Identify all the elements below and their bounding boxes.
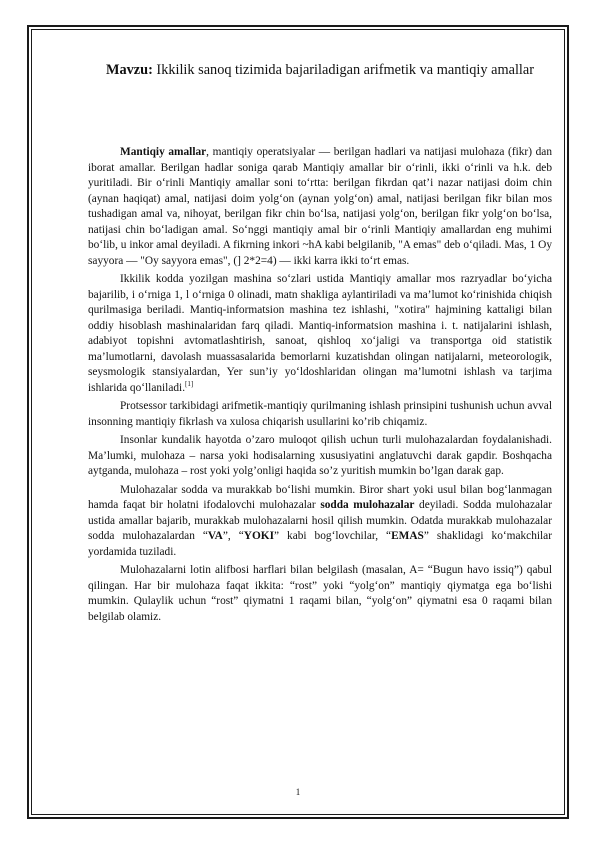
paragraph-6-text: Mulohazalarni lotin alifbosi harflari bilan belgilash (masalan, A= “Bugun havo issiq”) qabul qilingan. Har bir mulohaza faqat ikkita: “rost” yoki “yolg‘on” mantiqiy qiymatga ega bo‘lishi mumkin. Qulaylik uchun “rost” qiymatni 1 raqami bilan, “yolg‘on” qiymatni esa 0 raqami bilan belgilab olamiz. bbox=[88, 564, 552, 623]
paragraph-3 bbox=[88, 399, 552, 430]
document-title bbox=[90, 58, 550, 83]
title-label: Mavzu: bbox=[106, 62, 153, 78]
page-number: 1 bbox=[295, 787, 301, 797]
footnote-ref[interactable]: [1] bbox=[185, 379, 194, 388]
paragraph-1-text: , mantiqiy operatsiyalar — berilgan hadlari va natijasi mulohaza (fikr) dan iborat amallar. Berilgan hadlar soniga qarab Mantiqiy amallar bir o‘rinli, ikki o‘rinli va h.k. deb yuritiladi. Bir o‘rinli Mantiqiy amallar soni to‘rtta: berilgan fikrdan qat’i nazar natijasi doim chin (aynan haqiqat) amal, natijasi doim yolg‘on (aynan yolg‘on) amal, natijasi berilgan fikr bilan mos tushadigan amal va, nihoyat, berilgan fikr chin bo‘lsa, natijasi yolg‘on, berilgan fikr yolg‘on bo‘lsa, natijasi chin bo‘ladigan amal. So‘nggi mantiqiy amal bir o‘rinli Mantiqiy amallardan eng muhimi bo‘lib, u inkor amal deyiladi. A fikrning inkori ~hA kabi belgilanib, "A emas" deb o‘qiladi. Mas, 1 Oy sayyora — "Oy sayyora emas", (] 2*2=4) — ikki karra ikki to‘rt emas. bbox=[88, 146, 552, 267]
paragraph-5-text-a: Mulohazalar sodda va murakkab bo‘lishi mumkin. Biror shart yoki usul bilan bog‘lanmagan hamda faqat bir holatni ifodalovchi mulohazalar bbox=[88, 483, 552, 511]
paragraph-1 bbox=[88, 145, 552, 269]
paragraph-1-bold: Mantiqiy amallar bbox=[120, 146, 207, 158]
paragraph-5-text-c: ”, “ bbox=[222, 530, 244, 542]
paragraph-2-text: Ikkilik kodda yozilgan mashina so‘zlari ustida Mantiqiy amallar mos razryadlar bo‘yicha bajarilib, i o‘rniga 1, l o‘rniga 0 olinadi, matn shaklіga aylantiriladi va ma’lumot ko‘rinishida chiqish qurilmasiga beriladi. Mantiq-informatsion mashina tez ishlashi, "xotira" hajmining kattaligi bilan oddiy hisoblash mashinalaridan farq qiladi. Mantiq-informatsion mashina i. t. natijalarini ishlash, adabiyot topishni avtomatlashtirish, sanoat, qishloq xo‘jaligi va transportga oid statistik ma’lumotlarni, davolash muassasalarida bemorlarni kuzatishdan olingan natijalarni, meteorologik, seysmologik stansiyalardan, Yer sun’iy yo‘ldoshlaridan olingan ma’lumotni ishlash va tarjima ishlarida qo‘llaniladi. bbox=[88, 273, 552, 394]
title-text: Ikkilik sanoq tizimida bajariladigan arifmetik va mantiqiy amallar bbox=[152, 62, 534, 78]
paragraph-4 bbox=[88, 433, 552, 480]
paragraph-5-text-e: ” shaklidagi ko‘makchilar yordamida tuziladi. bbox=[88, 530, 552, 558]
paragraph-5-text-d: ” kabi bog‘lovchilar, “ bbox=[274, 530, 392, 542]
document-body bbox=[88, 145, 552, 628]
paragraph-6 bbox=[88, 563, 552, 625]
paragraph-4-text: Insonlar kundalik hayotda o’zaro muloqot qilish uchun turli mulohazalardan foydalanishadi. Ma’lumki, mulohaza – narsa yoki hodisalarning xususiyatini anglatuvchi darak gapdir. Boshqacha aytganda, mulohaza – rost yoki yolg’onligi haqida so’z yuritish mumkin bo’lgan darak gap. bbox=[88, 434, 552, 477]
term-yoki: YOKI bbox=[243, 530, 275, 542]
paragraph-2 bbox=[88, 272, 552, 396]
paragraph-5 bbox=[88, 483, 552, 561]
term-sodda-mulohazalar: sodda mulohazalar bbox=[320, 499, 415, 511]
term-emas: EMAS bbox=[391, 530, 424, 542]
paragraph-3-text: Protsessor tarkibidagi arifmetik-mantiqiy qurilmaning ishlash prinsipini tushunish uchun avval insonning mantiqiy fikrlash va xulosa chiqarish usullarini ko’rib chiqamiz. bbox=[88, 400, 552, 428]
term-va: VA bbox=[207, 530, 223, 542]
paragraph-5-text-b: deyiladi. Sodda mulohazalar ustida amallar bajarib, murakkab mulohazalarni hosil qilish mumkin. Odatda murakkab mulohazalar sodda mulohazalardan “ bbox=[88, 499, 552, 542]
